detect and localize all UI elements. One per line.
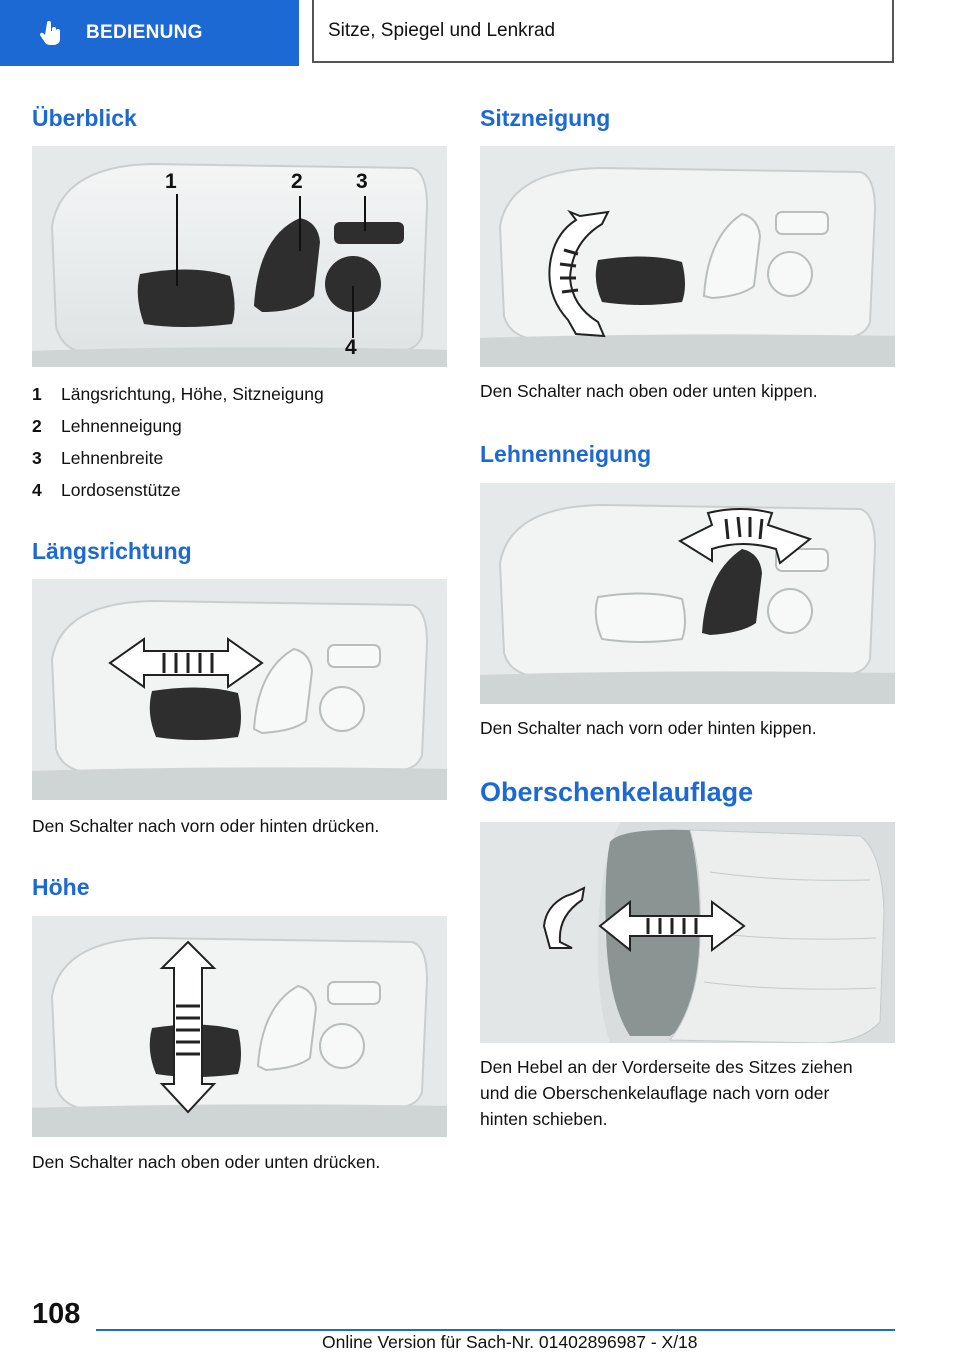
legend-text: Lehnenneigung bbox=[61, 415, 182, 436]
figure-longitudinal bbox=[32, 579, 447, 800]
figure-seat-tilt bbox=[480, 146, 895, 367]
footer-divider bbox=[96, 1329, 895, 1331]
longitudinal-text: Den Schalter nach vorn oder hinten drücken. bbox=[32, 816, 380, 836]
heading-seat-tilt: Sitzneigung bbox=[480, 105, 611, 131]
figure-thigh-support bbox=[480, 822, 895, 1043]
figure-label-1: 1 bbox=[165, 170, 177, 193]
figure-label-3: 3 bbox=[356, 170, 368, 193]
heading-overview: Überblick bbox=[32, 105, 137, 131]
legend-item bbox=[32, 474, 447, 506]
legend-item bbox=[32, 442, 447, 474]
chapter-tab[interactable] bbox=[0, 0, 299, 66]
figure-label-2: 2 bbox=[291, 170, 303, 193]
page-header bbox=[0, 0, 960, 66]
legend-number: 4 bbox=[32, 479, 42, 500]
thigh-support-text bbox=[480, 1054, 853, 1132]
seat-tilt-text: Den Schalter nach oben oder unten kippen. bbox=[480, 381, 818, 401]
figure-overview bbox=[32, 146, 447, 367]
thigh-support-line-3: hinten schieben. bbox=[480, 1109, 608, 1129]
figure-label-4: 4 bbox=[345, 336, 357, 359]
legend-item bbox=[32, 410, 447, 442]
thigh-support-line-1: Den Hebel an der Vorderseite des Sitzes ziehen bbox=[480, 1057, 853, 1077]
heading-thigh-support: Oberschenkelauflage bbox=[480, 777, 754, 807]
hand-pointer-icon bbox=[38, 20, 64, 46]
legend-text: Lordosenstütze bbox=[61, 479, 181, 500]
footer-version: Online Version für Sach-Nr. 01402896987 - X/18 bbox=[322, 1332, 698, 1352]
legend-number: 3 bbox=[32, 447, 42, 468]
heading-height: Höhe bbox=[32, 874, 90, 900]
figure-height bbox=[32, 916, 447, 1137]
heading-backrest-tilt: Lehnenneigung bbox=[480, 441, 652, 467]
height-text: Den Schalter nach oben oder unten drücken. bbox=[32, 1152, 381, 1172]
backrest-tilt-text: Den Schalter nach vorn oder hinten kippen. bbox=[480, 718, 817, 738]
heading-longitudinal: Längsrichtung bbox=[32, 538, 192, 564]
overview-legend bbox=[32, 378, 447, 506]
section-title: Sitze, Spiegel und Lenkrad bbox=[312, 0, 894, 63]
legend-number: 2 bbox=[32, 415, 42, 436]
legend-item bbox=[32, 378, 447, 410]
legend-number: 1 bbox=[32, 383, 42, 404]
figure-backrest-tilt bbox=[480, 483, 895, 704]
chapter-title: BEDIENUNG bbox=[86, 22, 203, 43]
thigh-support-line-2: und die Oberschenkelauflage nach vorn oder bbox=[480, 1083, 830, 1103]
legend-text: Lehnenbreite bbox=[61, 447, 164, 468]
legend-text: Längsrichtung, Höhe, Sitzneigung bbox=[61, 383, 324, 404]
page-number: 108 bbox=[32, 1298, 81, 1330]
